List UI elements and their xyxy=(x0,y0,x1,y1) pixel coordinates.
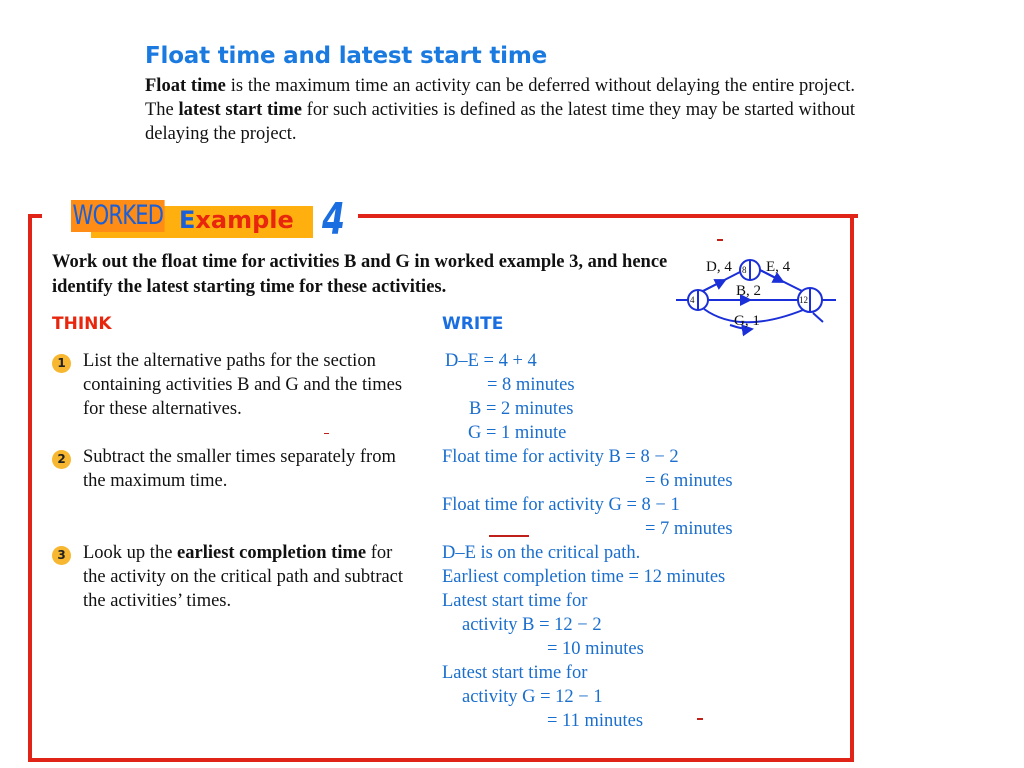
intro-section xyxy=(145,42,855,146)
write-line: Latest start time for xyxy=(442,591,588,611)
write-line: Earliest completion time = 12 minutes xyxy=(442,567,726,587)
term-float-time: Float time xyxy=(145,76,226,96)
step-text-bold: earliest completion time xyxy=(177,543,367,563)
write-line: G = 1 minute xyxy=(468,423,567,443)
badge-example-text xyxy=(179,204,294,236)
section-title: Float time and latest start time xyxy=(145,43,548,69)
step-text xyxy=(83,541,413,613)
frame-left-segment xyxy=(28,214,32,234)
node-end-time: 12 xyxy=(799,295,808,305)
node-mid-time: 8 xyxy=(742,265,747,275)
network-diagram xyxy=(670,235,850,345)
term-latest-start-time: latest start time xyxy=(178,100,302,120)
frame-top-right-segment xyxy=(358,214,858,218)
write-line: Latest start time for xyxy=(442,663,588,683)
write-line: Float time for activity G = 8 − 1 xyxy=(442,495,680,515)
write-line: D–E is on the critical path. xyxy=(442,543,641,563)
write-line: D–E = 4 + 4 xyxy=(445,351,537,371)
pen-mark xyxy=(697,718,703,720)
badge-example-initial: E xyxy=(179,206,196,234)
step-text-before: Look up the xyxy=(83,543,178,563)
step-text: List the alternative paths for the section containing activities B and G and the times for these alternatives. xyxy=(83,351,403,419)
step-text: Subtract the smaller times separately from the maximum time. xyxy=(83,447,396,491)
think-heading: THINK xyxy=(52,314,112,334)
badge-number: 4 xyxy=(322,194,345,245)
write-line: = 7 minutes xyxy=(645,519,733,539)
intro-paragraph xyxy=(145,74,855,146)
pen-mark xyxy=(489,535,529,537)
step-text-after: for the activity on the critical path and subtract the activities’ times. xyxy=(83,543,404,611)
write-line: = 10 minutes xyxy=(547,639,644,659)
write-line: Float time for activity B = 8 − 2 xyxy=(442,447,679,467)
node-start-time: 4 xyxy=(690,295,695,305)
write-line: = 6 minutes xyxy=(645,471,733,491)
example-question: Work out the float time for activities B and G in worked example 3, and hence identify the latest starting time for these activities. xyxy=(52,252,668,297)
label-e: E, 4 xyxy=(766,259,791,275)
write-line: = 11 minutes xyxy=(547,711,644,731)
write-line: = 8 minutes xyxy=(487,375,575,395)
step-number-badge: 2 xyxy=(52,450,71,469)
write-heading: WRITE xyxy=(442,314,504,334)
label-b: B, 2 xyxy=(736,283,762,299)
write-line: B = 2 minutes xyxy=(469,399,574,419)
pen-mark xyxy=(324,433,329,434)
intro-text-1: is the maximum time an activity can be deferred without delaying the entire project. The xyxy=(145,76,855,120)
intro-text-2: for such activities is defined as the latest time they may be started without delaying the project. xyxy=(145,100,855,144)
badge-worked-text: WORKED xyxy=(72,200,164,231)
write-line: activity B = 12 − 2 xyxy=(462,615,602,635)
step-number-badge: 1 xyxy=(52,354,71,373)
label-g: G, 1 xyxy=(734,313,760,329)
write-line: activity G = 12 − 1 xyxy=(462,687,603,707)
label-d: D, 4 xyxy=(706,259,732,275)
badge-example-rest: xample xyxy=(195,206,294,234)
step-number-badge: 3 xyxy=(52,546,71,565)
pen-mark xyxy=(717,239,723,241)
